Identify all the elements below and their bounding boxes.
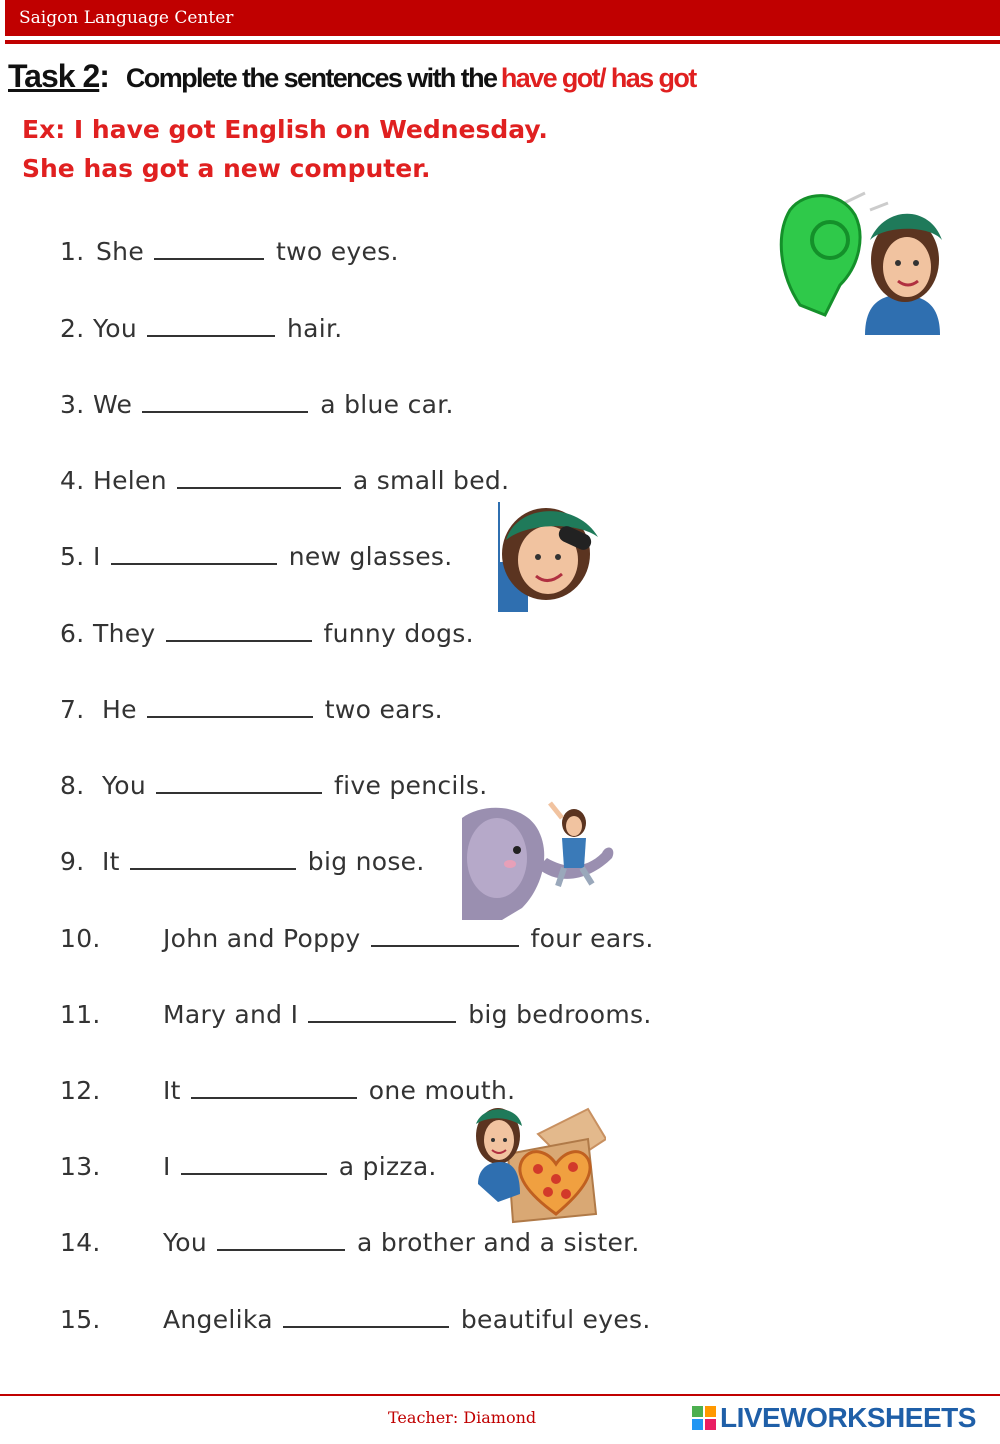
answer-blank[interactable] [217,1225,345,1251]
item-number: 10. [60,924,101,953]
exercise-item-13 [60,1149,437,1181]
elephant-avatar-illustration [462,798,626,920]
teacher-name: Teacher: Diamond [388,1408,537,1427]
liveworksheets-logo[interactable] [692,1402,976,1434]
item-subject: Angelika [163,1305,273,1334]
item-number: 12. [60,1076,101,1105]
exercise-item-15 [60,1302,651,1334]
exercise-item-12 [60,1073,515,1105]
item-subject: We [93,390,133,419]
item-rest: two ears. [324,695,443,724]
item-number: 3. [60,390,85,419]
item-subject: She [96,237,144,266]
answer-blank[interactable] [283,1302,449,1328]
answer-blank[interactable] [130,844,296,870]
item-number: 1. [60,237,85,266]
item-rest: a pizza. [338,1152,437,1181]
footer-divider [0,1394,1000,1396]
item-rest: big bedrooms. [468,1000,652,1029]
item-rest: hair. [287,314,343,343]
avatar-foam-finger-illustration [770,185,960,335]
item-number: 9. [60,847,85,876]
item-subject: You [102,771,146,800]
answer-blank[interactable] [371,921,519,947]
answer-blank[interactable] [191,1073,357,1099]
exercise-item-6 [60,616,474,648]
task-highlight: have got/ has got [500,63,696,93]
item-rest: funny dogs. [323,619,474,648]
exercise-item-7 [60,692,443,724]
logo-grid-icon [692,1406,716,1430]
task-label: Task 2 [8,58,100,94]
avatar-pizza-illustration [468,1104,606,1226]
item-rest: a small bed. [352,466,510,495]
answer-blank[interactable] [154,234,264,260]
avatar-sunglasses-illustration [498,502,602,612]
exercise-item-14 [60,1225,640,1257]
item-rest: new glasses. [288,542,453,571]
item-subject: He [102,695,137,724]
answer-blank[interactable] [181,1149,327,1175]
logo-text: LIVEWORKSHEETS [720,1402,976,1433]
exercise-item-3 [60,387,454,419]
task-colon: : [99,58,110,94]
item-number: 15. [60,1305,101,1334]
exercise-item-11 [60,997,652,1029]
exercise-item-10 [60,921,654,953]
item-subject: John and Poppy [163,924,361,953]
item-number: 5. [60,542,85,571]
item-number: 7. [60,695,85,724]
item-rest: a blue car. [320,390,454,419]
task-instruction: Complete the sentences with the [125,63,497,93]
header-bar [5,0,1000,36]
school-name: Saigon Language Center [19,8,234,28]
item-subject: I [93,542,101,571]
item-subject: It [163,1076,181,1105]
exercise-item-1 [60,234,399,266]
answer-blank[interactable] [111,539,277,565]
item-number: 11. [60,1000,101,1029]
item-subject: You [93,314,137,343]
answer-blank[interactable] [142,387,308,413]
item-number: 8. [60,771,85,800]
item-subject: It [102,847,120,876]
item-rest: two eyes. [276,237,399,266]
answer-blank[interactable] [147,311,275,337]
answer-blank[interactable] [308,997,456,1023]
example-2: She has got a new computer. [22,154,431,183]
item-rest: one mouth. [368,1076,516,1105]
answer-blank[interactable] [177,463,341,489]
item-subject: Mary and I [163,1000,299,1029]
item-subject: You [163,1228,207,1257]
item-subject: They [93,619,156,648]
item-subject: Helen [93,466,167,495]
item-rest: beautiful eyes. [460,1305,651,1334]
example-1: Ex: I have got English on Wednesday. [22,115,548,144]
task-title [8,58,696,95]
item-rest: a brother and a sister. [357,1228,640,1257]
exercise-item-2 [60,311,343,343]
answer-blank[interactable] [166,616,312,642]
header-divider [5,40,1000,44]
item-number: 13. [60,1152,101,1181]
item-subject: I [163,1152,171,1181]
answer-blank[interactable] [156,768,322,794]
item-number: 4. [60,466,85,495]
exercise-item-4 [60,463,509,495]
exercise-item-9 [60,844,425,876]
item-rest: big nose. [307,847,425,876]
item-number: 2. [60,314,85,343]
answer-blank[interactable] [147,692,313,718]
exercise-item-5 [60,539,452,571]
item-rest: four ears. [530,924,654,953]
exercise-item-8 [60,768,487,800]
item-number: 14. [60,1228,101,1257]
item-rest: five pencils. [334,771,488,800]
item-number: 6. [60,619,85,648]
